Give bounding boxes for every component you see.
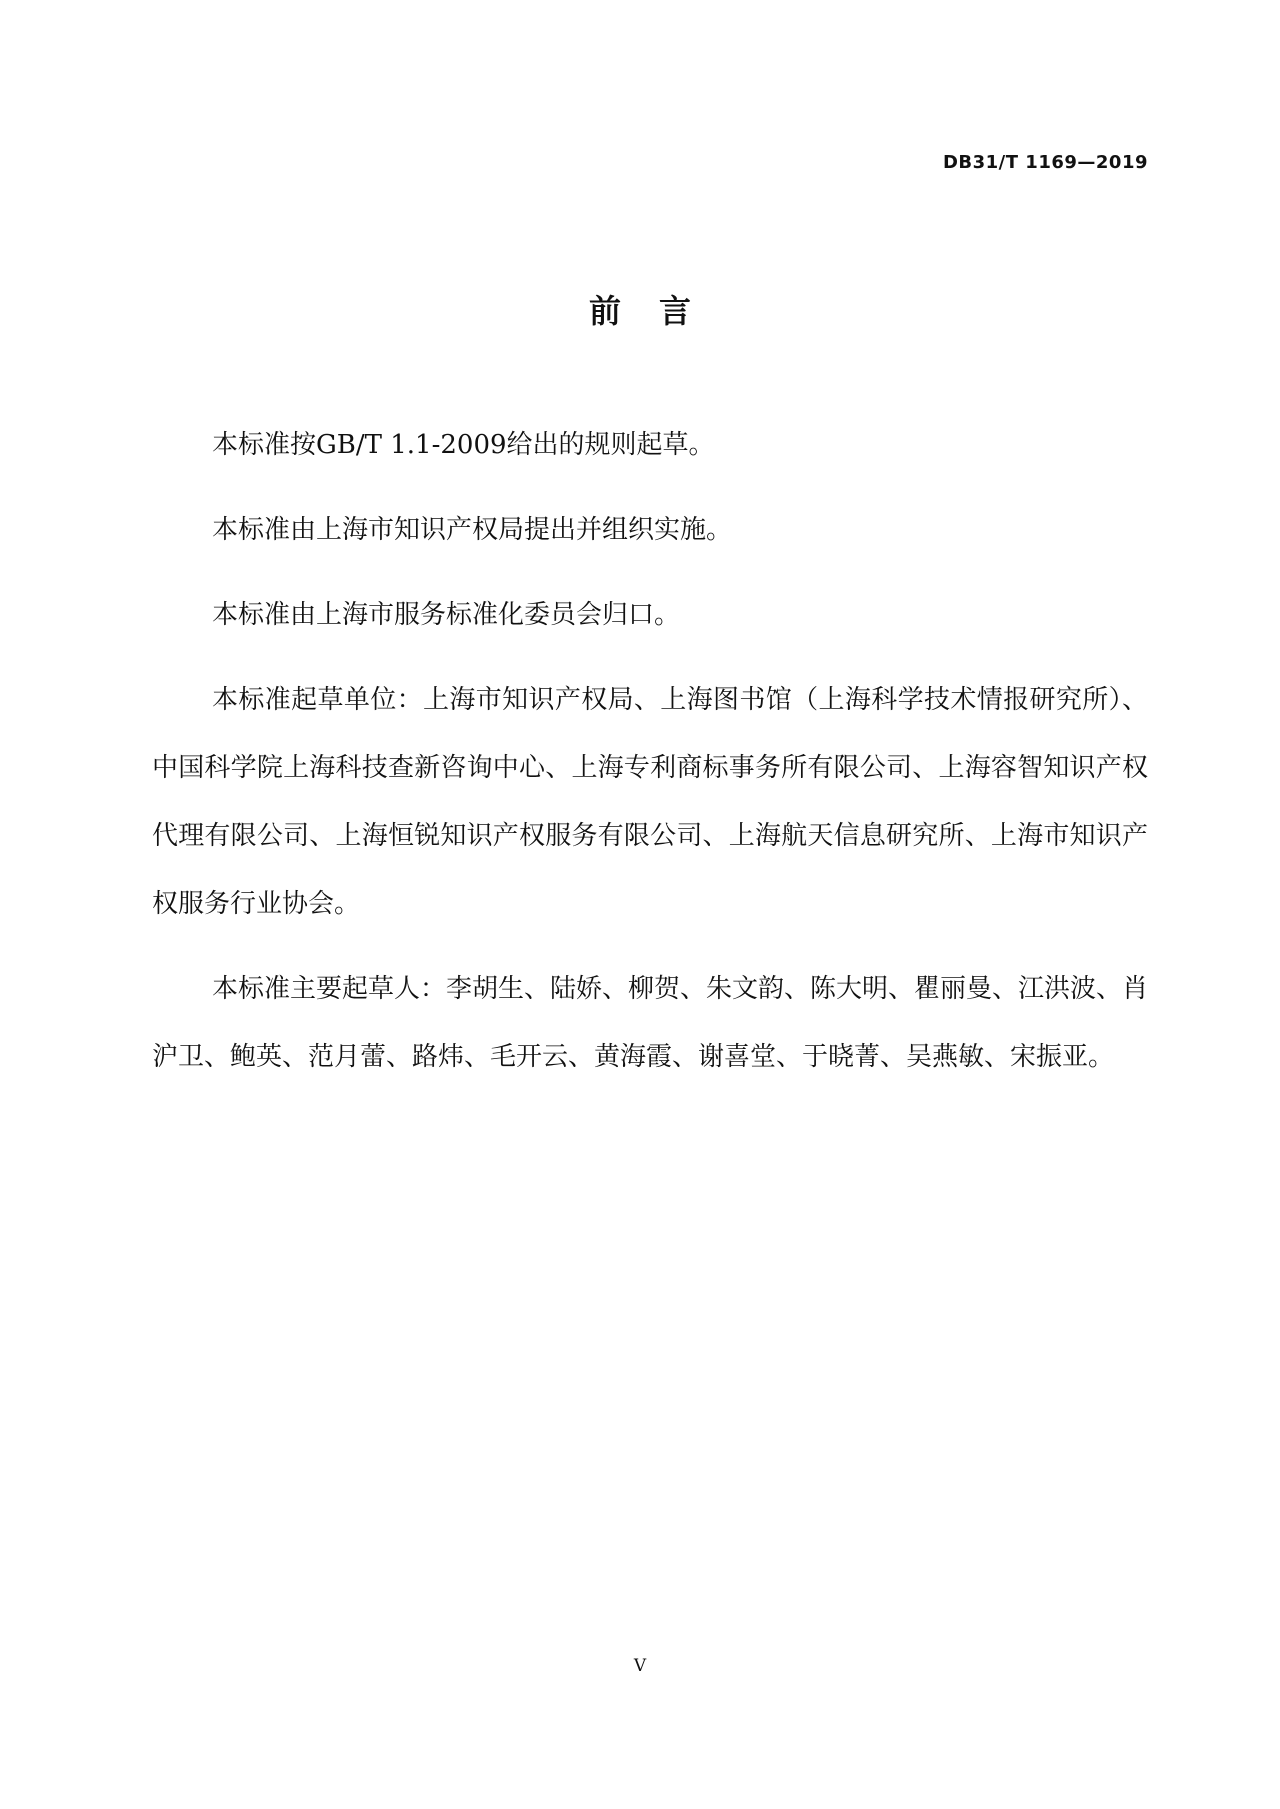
paragraph-centralized: 本标准由上海市服务标准化委员会归口。 [212,600,681,630]
foreword-body [152,411,1148,1108]
paragraph-drafters: 本标准主要起草人：李胡生、陆娇、柳贺、朱文韵、陈大明、瞿丽曼、江洪波、肖沪卫、鲍英、范月蕾、路炜、毛开云、黄海霞、谢喜堂、于晓菁、吴燕敏、宋振亚。 [152,974,1149,1072]
paragraph-drafting-rules: 本标准按GB/T 1.1-2009给出的规则起草。 [212,430,715,460]
page-title [0,286,1280,332]
title-char-1: 前 [588,292,621,330]
standard-code: DB31/T 1169—2019 [942,152,1148,173]
paragraph-proposer: 本标准由上海市知识产权局提出并组织实施。 [212,515,733,545]
page-number: V [633,1656,647,1676]
paragraph-drafting-units: 本标准起草单位：上海市知识产权局、上海图书馆（上海科学技术情报研究所）、中国科学院上海科技查新咨询中心、上海专利商标事务所有限公司、上海容智知识产权代理有限公司、上海恒锐知识产权服务有限公司、上海航天信息研究所、上海市知识产权服务行业协会。 [152,685,1148,919]
title-char-2: 言 [659,292,692,330]
